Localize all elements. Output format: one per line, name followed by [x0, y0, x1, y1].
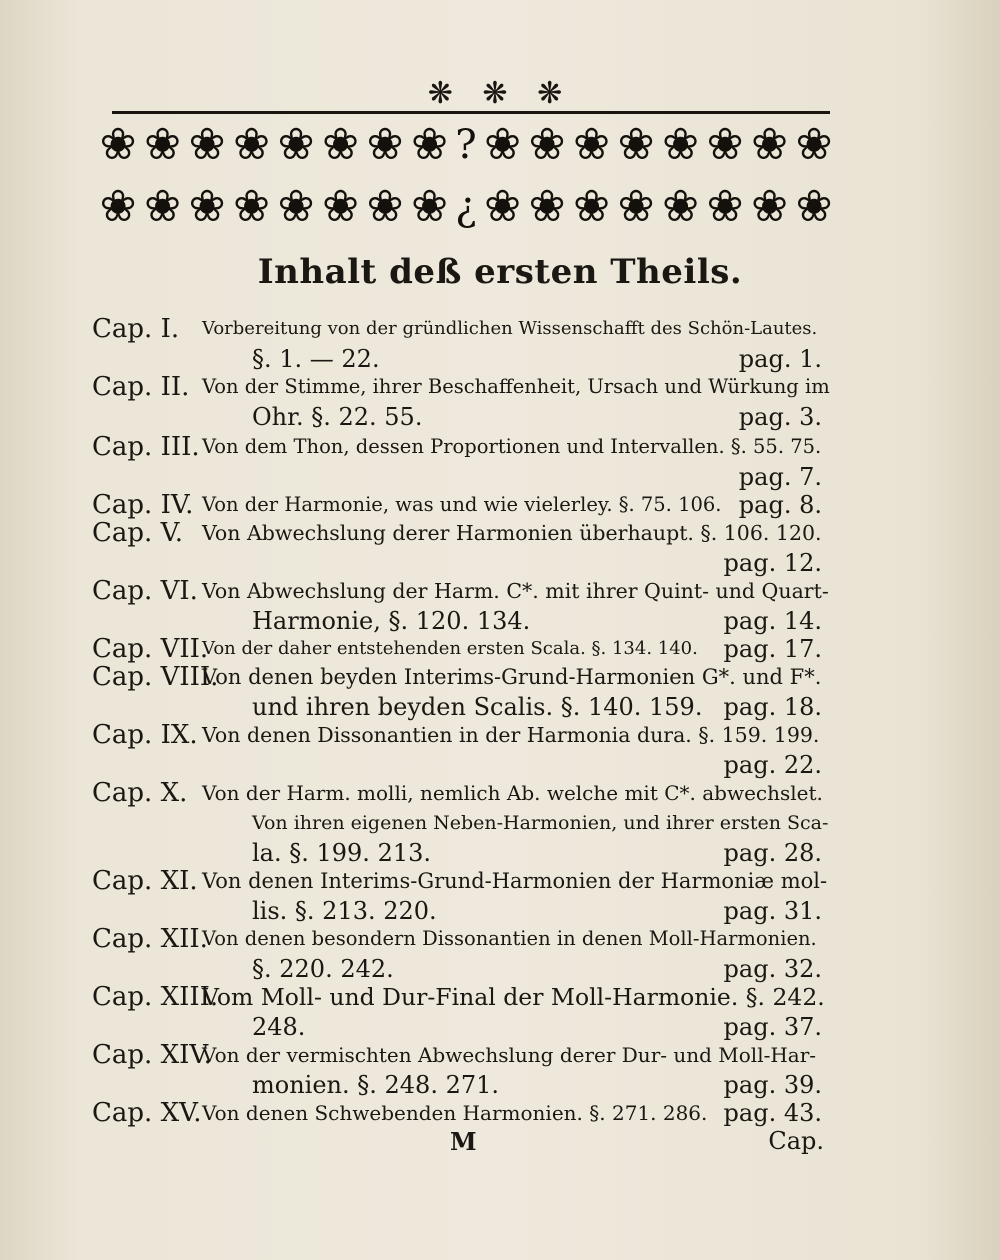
- signature-mark: M: [450, 1127, 477, 1156]
- chapter-number: Cap. IX.: [92, 720, 198, 750]
- flower-ornament: ❀: [706, 120, 744, 170]
- chapter-description: Von Abwechslung der Harm. C*. mit ihrer Quint- und Quart-: [202, 579, 829, 603]
- ornament-band-bottom: [98, 182, 834, 232]
- chapter-description: Von Abwechslung derer Harmonien überhaupt. §. 106. 120.: [202, 521, 822, 545]
- top-ornament: ❋ ❋ ❋: [427, 76, 573, 111]
- chapter-number: Cap. VII.: [92, 634, 209, 664]
- chapter-description: Von der Stimme, ihrer Beschaffenheit, Ursach und Würkung im: [202, 375, 830, 398]
- flower-ornament: ❀: [233, 120, 270, 170]
- chapter-number: Cap. I.: [92, 314, 180, 344]
- chapter-number: Cap. II.: [92, 372, 190, 402]
- page-reference: pag. 18.: [723, 693, 822, 721]
- flower-ornament: ❀: [751, 182, 788, 232]
- flower-ornament: ❀: [99, 182, 137, 232]
- chapter-number: Cap. XIV.: [92, 1040, 212, 1070]
- chapter-number: Cap. XIII.: [92, 982, 219, 1012]
- flower-ornament: ❀: [188, 120, 226, 170]
- flower-ornament: ❀: [528, 182, 566, 232]
- chapter-number: Cap. XII.: [92, 924, 208, 954]
- chapter-description: Von der Harm. molli, nemlich Ab. welche mit C*. abwechslet.: [202, 781, 823, 805]
- flower-ornament: ❀: [484, 120, 521, 170]
- chapter-number: Cap. XI.: [92, 866, 198, 896]
- chapter-description: Von denen Interims-Grund-Harmonien der Harmoniæ mol-: [202, 869, 828, 893]
- chapter-section-range: §. 1. — 22.: [252, 345, 380, 373]
- chapter-section-range: und ihren beyden Scalis. §. 140. 159.: [252, 693, 703, 721]
- page-reference: pag. 12.: [723, 549, 822, 577]
- page-reference: pag. 31.: [723, 897, 822, 925]
- page-reference: pag. 1.: [738, 345, 822, 373]
- flower-ornament: ❀: [662, 120, 699, 170]
- flower-ornament: ❀: [528, 120, 566, 170]
- page-reference: pag. 8.: [738, 491, 822, 519]
- chapter-description: Von der Harmonie, was und wie vielerley. §. 75. 106.: [202, 493, 722, 516]
- chapter-description: Von dem Thon, dessen Proportionen und Intervallen. §. 55. 75.: [202, 435, 822, 458]
- chapter-description: Von der vermischten Abwechslung derer Dur- und Moll-Har-: [202, 1043, 817, 1067]
- ornament-band-top: [98, 120, 834, 170]
- chapter-section-range: 248.: [252, 1013, 306, 1041]
- chapter-section-range: Ohr. §. 22. 55.: [252, 403, 423, 431]
- chapter-description: Von denen beyden Interims-Grund-Harmonien G*. und F*.: [202, 665, 822, 689]
- flower-ornament: ❀: [277, 120, 315, 170]
- flower-ornament: ❀: [484, 182, 521, 232]
- flower-ornament: ❀: [366, 120, 404, 170]
- band-center-ornament: ¿: [455, 184, 477, 230]
- flower-ornament: ❀: [188, 182, 226, 232]
- catchword: Cap.: [768, 1127, 824, 1155]
- page-reference: pag. 22.: [723, 751, 822, 779]
- flower-ornament: ❀: [144, 120, 181, 170]
- flower-ornament: ❀: [795, 182, 833, 232]
- band-center-ornament: ?: [455, 122, 477, 168]
- page-reference: pag. 7.: [738, 463, 822, 491]
- chapter-number: Cap. V.: [92, 518, 184, 548]
- flower-ornament: ❀: [411, 120, 448, 170]
- chapter-section-range: la. §. 199. 213.: [252, 839, 432, 867]
- page-reference: pag. 37.: [723, 1013, 822, 1041]
- flower-ornament: ❀: [706, 182, 744, 232]
- flower-ornament: ❀: [617, 120, 655, 170]
- flower-ornament: ❀: [411, 182, 448, 232]
- page-reference: pag. 39.: [723, 1071, 822, 1099]
- header-rule: [112, 111, 830, 114]
- page-reference: pag. 17.: [723, 635, 822, 663]
- chapter-section-range: §. 220. 242.: [252, 955, 394, 983]
- page-reference: pag. 14.: [723, 607, 822, 635]
- page-reference: pag. 28.: [723, 839, 822, 867]
- flower-ornament: ❀: [322, 120, 359, 170]
- chapter-description: Vorbereitung von der gründlichen Wissenschafft des Schön-Lautes.: [202, 318, 818, 339]
- page-reference: pag. 32.: [723, 955, 822, 983]
- chapter-number: Cap. VI.: [92, 576, 198, 606]
- page-title: Inhalt deß ersten Theils.: [257, 252, 743, 292]
- chapter-description: Von denen Schwebenden Harmonien. §. 271. 286.: [202, 1101, 708, 1125]
- flower-ornament: ❀: [573, 120, 610, 170]
- chapter-number: Cap. III.: [92, 432, 200, 462]
- chapter-number: Cap. XV.: [92, 1098, 202, 1128]
- chapter-number: Cap. IV.: [92, 490, 194, 520]
- flower-ornament: ❀: [99, 120, 137, 170]
- chapter-description: Von denen besondern Dissonantien in denen Moll-Harmonien.: [202, 927, 817, 950]
- chapter-description: Vom Moll- und Dur-Final der Moll-Harmonie. §. 242.: [202, 983, 825, 1011]
- flower-ornament: ❀: [795, 120, 833, 170]
- chapter-number: Cap. VIII.: [92, 662, 219, 692]
- chapter-subtitle: Von ihren eigenen Neben-Harmonien, und ihrer ersten Sca-: [252, 812, 829, 834]
- chapter-section-range: monien. §. 248. 271.: [252, 1071, 500, 1099]
- chapter-section-range: lis. §. 213. 220.: [252, 897, 437, 925]
- chapter-description: Von denen Dissonantien in der Harmonia dura. §. 159. 199.: [202, 723, 820, 747]
- flower-ornament: ❀: [366, 182, 404, 232]
- flower-ornament: ❀: [617, 182, 655, 232]
- flower-ornament: ❀: [573, 182, 610, 232]
- chapter-description: Von der daher entstehenden ersten Scala. §. 134. 140.: [202, 638, 698, 659]
- page-reference: pag. 3.: [738, 403, 822, 431]
- flower-ornament: ❀: [277, 182, 315, 232]
- flower-ornament: ❀: [322, 182, 359, 232]
- flower-ornament: ❀: [751, 120, 788, 170]
- flower-ornament: ❀: [144, 182, 181, 232]
- chapter-section-range: Harmonie, §. 120. 134.: [252, 607, 531, 635]
- flower-ornament: ❀: [662, 182, 699, 232]
- chapter-number: Cap. X.: [92, 778, 188, 808]
- flower-ornament: ❀: [233, 182, 270, 232]
- page-reference: pag. 43.: [723, 1099, 822, 1127]
